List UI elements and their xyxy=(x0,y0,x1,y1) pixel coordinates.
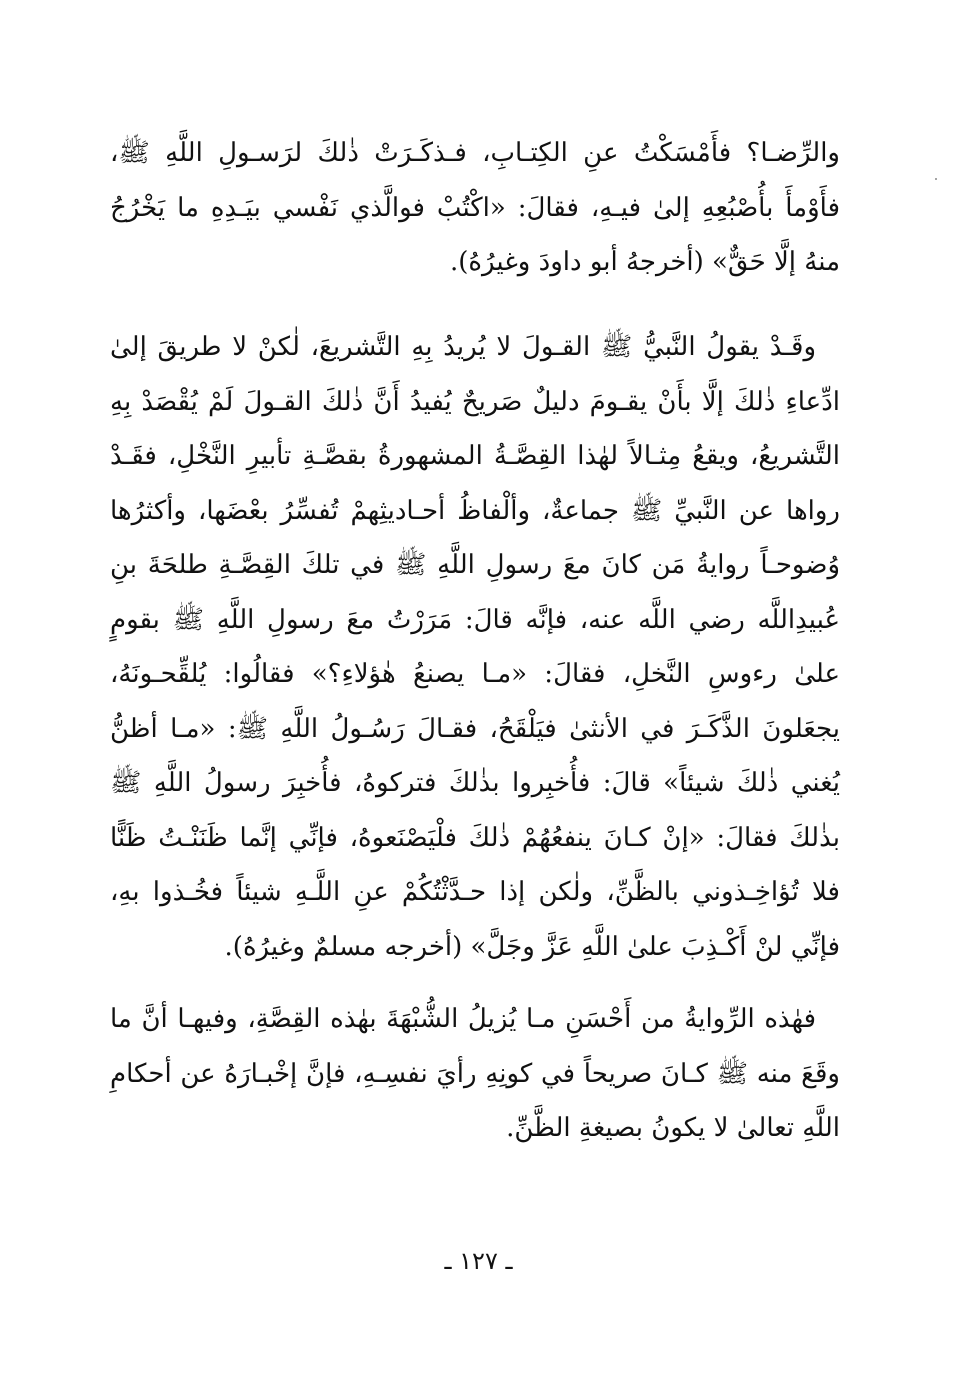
paragraph-1-text: والرِّضـا؟ فأَمْسَكْتُ عنِ الكِتـابِ، فـذكَـرَتْ ذٰلكَ لرَسـولِ اللَّهِ ﷺ، فأَوْمأَ بأُصْبُعِهِ إلىٰ فيـهِ، فقالَ: «اكْتُبْ فوالَّذي نَفْسي بيَـدِهِ ما يَخْرُجُ منهُ إلَّا حَقٌّ» (أخرجهُ أبو داودَ وغيرُهُ). xyxy=(110,138,840,277)
paragraph-1 xyxy=(110,126,840,290)
paragraph-3 xyxy=(110,992,840,1156)
paragraph-2-text: وقَـدْ يقولُ النَّبيُّ ﷺ القـولَ لا يُريدُ بِهِ التَّشريعَ، لٰكنْ لا طريقَ إلىٰ ادِّعاءِ ذٰلكَ إلَّا بأَنْ يقـومَ دليلٌ صَريحٌ يُفيدُ أَنَّ ذٰلكَ القـولَ لَمْ يُقْصَدْ بِهِ التَّشريعُ، ويقعُ مِثـالاً لهٰذا القِصَّـةُ المشهورةُ بقصَّـةِ تأبيرِ النَّخْلِ، فقَـدْ رواها عن النَّبيِّ ﷺ جماعةٌ، وألْفاظُ أحـاديثِهمْ تُفسِّرُ بعْضَها، وأكثرُها وُضوحـاً روايةُ مَن كانَ معَ رسولِ اللَّهِ ﷺ في تلكَ القِصَّـةِ طلحَةَ بنِ عُبيدِاللَّه رضي اللَّه عنه، فإنَّه قالَ: مَرَرْتُ معَ رسولِ اللَّهِ ﷺ بقومٍ علىٰ رءوسِ النَّخلِ، فقالَ: «مـا يصنعُ هٰؤلاءِ؟» فقالُوا: يُلقِّحـونَهُ، يجعَلونَ الذَّكَـرَ في الأنثىٰ فيَلْقَحُ، فقـالَ رَسُـولُ اللَّهِ ﷺ: «مـا أظنُّ يُغني ذٰلكَ شيئاً» قالَ: فأُخبِروا بذٰلكَ فتركوهُ، فأُخبِرَ رسولُ اللَّهِ ﷺ بذٰلكَ فقالَ: «إنْ كـانَ ينفعُهُمْ ذٰلكَ فلْيَصْنَعوهُ، فإنِّي إنَّما ظَنَنْـتُ ظَنًّا فلا تُؤاخِـذوني بالظَّنِّ، ولٰكن إذا حـدَّثْتُكُمْ عنِ اللَّـهِ شيئاً فخُـذوا بهِ، فإنِّي لنْ أَكْـذِبَ علىٰ اللَّهِ عَزَّ وجَلَّ» (أخرجه مسلمٌ وغيرُهُ). xyxy=(110,332,840,962)
paragraph-3-text: فهٰذه الرِّوايةُ من أَحْسَنِ مـا يُزيلُ الشُّبْهَةَ بهٰذه القِصَّةِ، وفيهـا أنَّ ما وقَعَ منه ﷺ كـانَ صريحاً في كونِهِ رأيَ نفسِـهِ، فإنَّ إخْبـارَهُ عن أحكامِ اللَّهِ تعالىٰ لا يكونُ بصيغةِ الظَّنِّ. xyxy=(110,1004,840,1143)
page-number: ـ ١٢٧ ـ xyxy=(444,1247,513,1275)
paragraph-2 xyxy=(110,320,840,974)
margin-mark xyxy=(935,178,937,180)
